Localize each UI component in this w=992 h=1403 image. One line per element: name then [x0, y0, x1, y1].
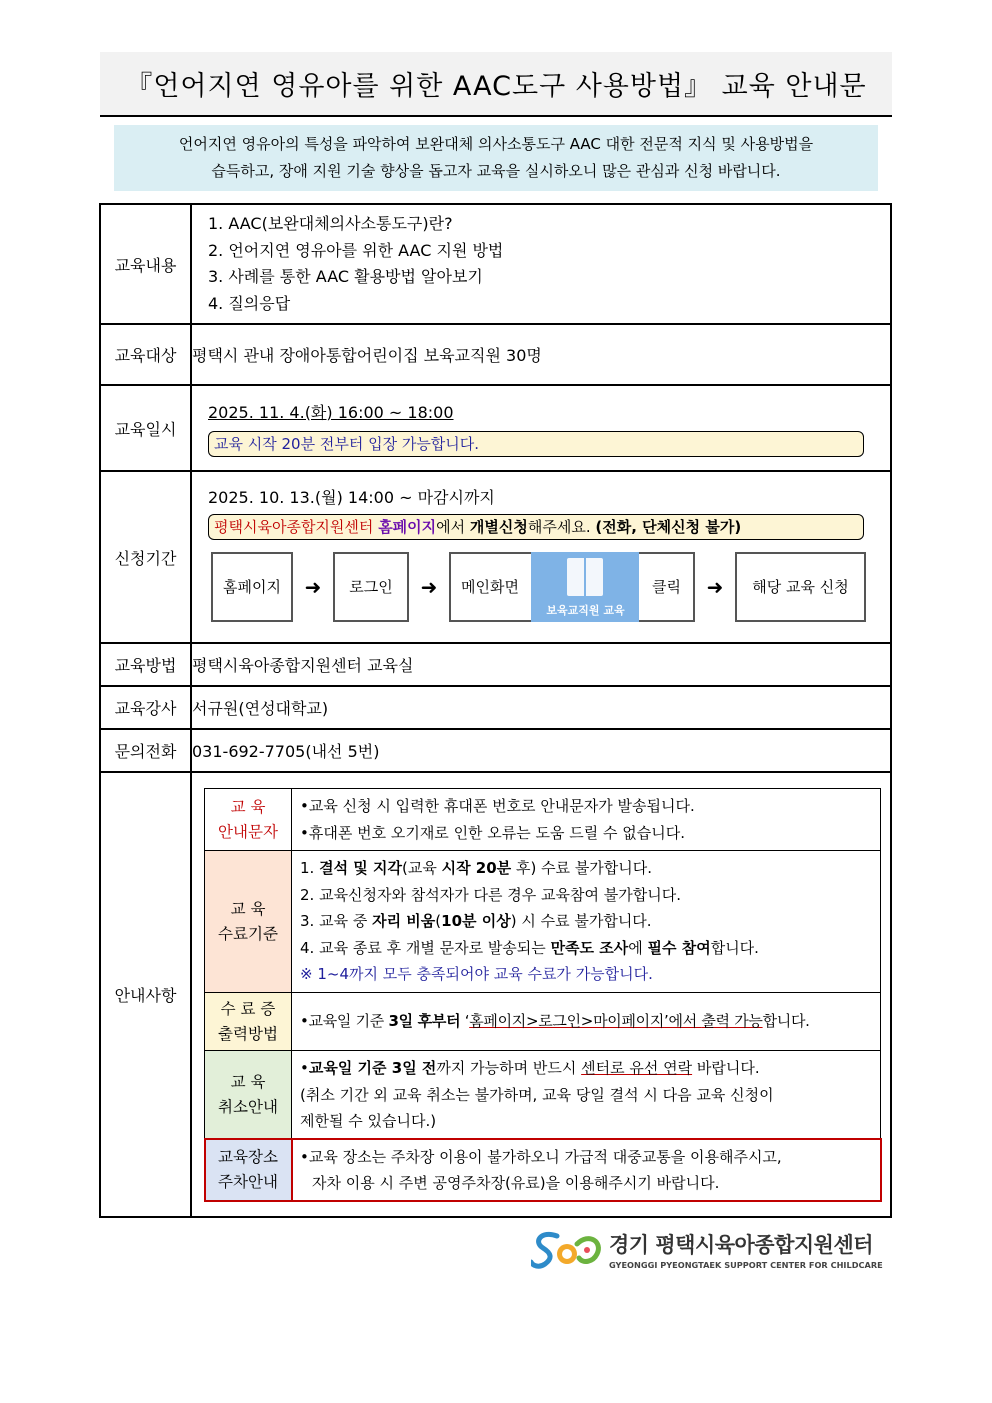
notice-cancel [205, 1051, 881, 1140]
org-name-en: GYEONGGI PYEONGTAEK SUPPORT CENTER FOR CHILDCARE [609, 1259, 883, 1270]
sms-line: •휴대폰 번호 오기재로 인한 오류는 도움 드릴 수 없습니다. [300, 823, 686, 842]
schedule-datetime: 2025. 11. 4.(화) 16:00 ~ 18:00 [208, 402, 454, 422]
notice-parking-label: 주차안내 [218, 1173, 278, 1191]
banner-label: 보육교직원 교육 [546, 603, 625, 617]
lecturer-value: 서규원(연성대학교) [191, 686, 891, 729]
label-apply: 신청기간 [100, 471, 191, 643]
row-method [100, 643, 891, 686]
sms-line: •교육 신청 시 입력한 휴대폰 번호로 안내문자가 발송됩니다. [300, 797, 695, 815]
apply-note-please: 해주세요. [527, 517, 591, 536]
list-item: 2. 언어지연 영유아를 위한 AAC 지원 방법 [208, 240, 504, 260]
notice-cancel-label: 교 육 [230, 1072, 266, 1091]
label-schedule: 교육일시 [100, 385, 191, 471]
flow-step-apply: 해당 교육 신청 [735, 552, 866, 622]
flow-step-click: 클릭 [652, 578, 681, 596]
label-phone: 문의전화 [100, 729, 191, 772]
apply-flow [211, 552, 890, 622]
flow-step-main-label: 메인화면 [461, 578, 519, 596]
target-value: 평택시 관내 장애아통합어린이집 보육교직원 30명 [191, 324, 891, 385]
intro-line: 언어지연 영유아의 특성을 파악하여 보완대체 의사소통도구 AAC 대한 전문적 지식 및 사용방법을 [178, 135, 814, 153]
notice-criteria [205, 851, 881, 993]
apply-note-mid: 에서 [436, 517, 466, 536]
criteria-line: 3. 교육 중 자리 비움(10분 이상) 시 수료 불가합니다. [300, 912, 652, 931]
page-title: 『언어지연 영유아를 위한 AAC도구 사용방법』 교육 안내문 [125, 71, 867, 102]
row-notice [100, 772, 891, 1217]
info-table [99, 203, 892, 1218]
cancel-line: 제한될 수 있습니다.) [300, 1112, 437, 1130]
notice-certificate-label: 출력방법 [218, 1024, 278, 1043]
flow-step-login: 로그인 [333, 552, 409, 622]
label-content: 교육내용 [100, 204, 191, 324]
apply-note-paren: (전화, 단체신청 불가) [595, 517, 742, 536]
book-icon [567, 558, 603, 596]
apply-note-individual: 개별신청 [469, 517, 528, 536]
method-value: 평택시육아종합지원센터 교육실 [191, 643, 891, 686]
label-method: 교육방법 [100, 643, 191, 686]
notice-criteria-label: 교 육 [230, 899, 266, 918]
notice-sms-label: 안내문자 [218, 822, 278, 841]
flow-step-homepage: 홈페이지 [211, 552, 293, 622]
row-phone [100, 729, 891, 772]
row-lecturer [100, 686, 891, 729]
intro-line: 습득하고, 장애 지원 기술 향상을 돕고자 교육을 실시하오니 많은 관심과 신청 바랍니다. [211, 162, 781, 180]
label-target: 교육대상 [100, 324, 191, 385]
flow-step-main [449, 552, 695, 622]
center-logo-icon [531, 1228, 603, 1270]
apply-note [208, 514, 864, 540]
criteria-line: 4. 교육 종료 후 개별 문자로 발송되는 만족도 조사에 필수 참여합니다. [300, 938, 759, 957]
footer-logo [531, 1228, 883, 1270]
schedule-note: 교육 시작 20분 전부터 입장 가능합니다. [208, 431, 864, 457]
apply-note-center: 평택시육아종합지원센터 [214, 517, 374, 536]
row-target [100, 324, 891, 385]
list-item: 3. 사례를 통한 AAC 활용방법 알아보기 [208, 267, 483, 286]
notice-table [204, 788, 881, 1202]
label-notice: 안내사항 [100, 772, 191, 1217]
apply-period: 2025. 10. 13.(월) 14:00 ~ 마감시까지 [208, 487, 495, 507]
parking-line: •교육 장소는 주차장 이용이 불가하오니 가급적 대중교통을 이용해주시고, [300, 1147, 782, 1166]
notice-parking-label: 교육장소 [218, 1148, 278, 1166]
apply-note-homepage: 홈페이지 [378, 517, 437, 536]
row-schedule [100, 385, 891, 471]
cancel-line: •교육일 기준 3일 전까지 가능하며 반드시 센터로 유선 연락 바랍니다. [300, 1059, 760, 1077]
list-item: 1. AAC(보완대체의사소통도구)란? [208, 214, 453, 233]
notice-sms-label: 교 육 [230, 797, 266, 816]
notice-cancel-label: 취소안내 [218, 1097, 278, 1116]
teacher-education-banner [531, 552, 639, 622]
certificate-line: •교육일 기준 3일 후부터 ‘홈페이지>로그인>마이페이지’에서 출력 가능합니다. [292, 993, 881, 1051]
criteria-line: 1. 결석 및 지각(교육 시작 20분 후) 수료 불가합니다. [300, 859, 653, 878]
arrow-right-icon: ➜ [420, 574, 438, 599]
label-lecturer: 교육강사 [100, 686, 191, 729]
title-banner [100, 52, 892, 117]
notice-parking [205, 1139, 881, 1201]
content-list [192, 205, 890, 323]
row-content [100, 204, 891, 324]
arrow-right-icon: ➜ [304, 574, 322, 599]
notice-certificate-label: 수 료 증 [220, 999, 276, 1018]
notice-criteria-label: 수료기준 [218, 924, 278, 943]
criteria-note: ※ 1~4까지 모두 충족되어야 교육 수료가 가능합니다. [300, 965, 653, 984]
row-apply [100, 471, 891, 643]
notice-sms [205, 789, 881, 851]
phone-value: 031-692-7705(내선 5번) [191, 729, 891, 772]
criteria-line: 2. 교육신청자와 참석자가 다른 경우 교육참여 불가합니다. [300, 885, 681, 904]
list-item: 4. 질의응답 [208, 293, 291, 313]
cancel-line: (취소 기간 외 교육 취소는 불가하며, 교육 당일 결석 시 다음 교육 신청이 [300, 1085, 774, 1104]
notice-certificate [205, 993, 881, 1051]
parking-line: 자차 이용 시 주변 공영주차장(유료)을 이용해주시기 바랍니다. [312, 1174, 720, 1192]
org-name-kr: 경기 평택시육아종합지원센터 [609, 1232, 874, 1257]
intro-box [114, 125, 878, 191]
arrow-right-icon: ➜ [706, 574, 724, 599]
